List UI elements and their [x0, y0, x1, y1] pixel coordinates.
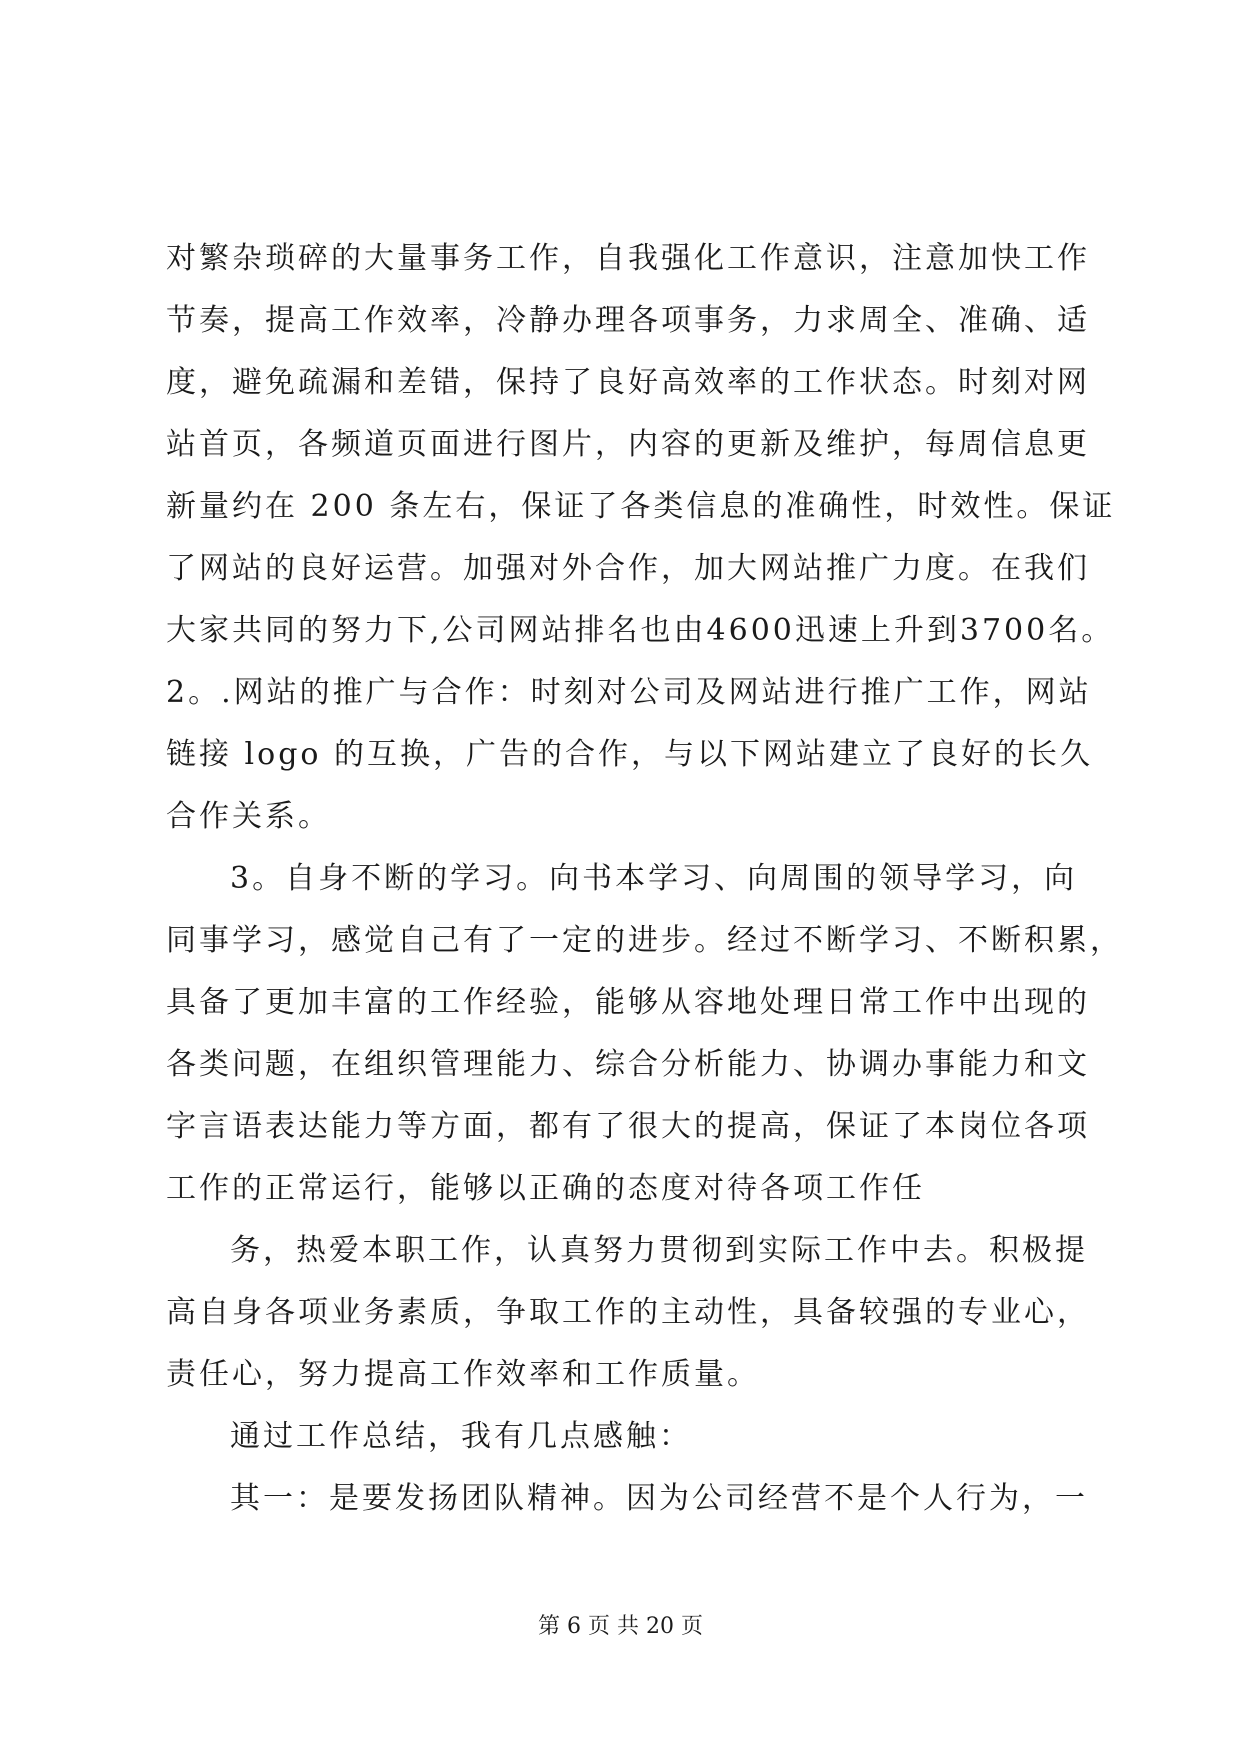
text-line: 大家共同的努力下,公司网站排名也由4600迅速上升到3700名。	[166, 613, 1115, 648]
text-line: 度，避免疏漏和差错，保持了良好高效率的工作状态。时刻对网	[166, 365, 1090, 400]
text-line: 了网站的良好运营。加强对外合作，加大网站推广力度。在我们	[166, 551, 1090, 586]
text-line: 其一：是要发扬团队精神。因为公司经营不是个人行为，一	[230, 1481, 1088, 1516]
text-line: 3。自身不断的学习。向书本学习、向周围的领导学习，向	[230, 861, 1078, 896]
text-line: 同事学习，感觉自己有了一定的进步。经过不断学习、不断积累，	[166, 923, 1123, 958]
text-line: 务，热爱本职工作，认真努力贯彻到实际工作中去。积极提	[230, 1233, 1088, 1268]
text-line: 站首页，各频道页面进行图片，内容的更新及维护，每周信息更	[166, 427, 1090, 462]
text-line: 各类问题，在组织管理能力、综合分析能力、协调办事能力和文	[166, 1047, 1090, 1082]
body-text	[166, 228, 1123, 1530]
text-line: 节奏，提高工作效率，冷静办理各项事务，力求周全、准确、适	[166, 303, 1090, 338]
text-line: 高自身各项业务素质，争取工作的主动性，具备较强的专业心，	[166, 1295, 1090, 1330]
text-line: 新量约在 200 条左右，保证了各类信息的准确性，时效性。保证	[166, 489, 1116, 524]
text-line: 合作关系。	[166, 799, 331, 834]
text-line: 2。.网站的推广与合作：时刻对公司及网站进行推广工作，网站	[166, 675, 1092, 710]
page-number-label: 第 6 页 共 20 页	[538, 1614, 703, 1639]
text-line: 责任心，努力提高工作效率和工作质量。	[166, 1357, 760, 1392]
text-line: 通过工作总结，我有几点感触：	[230, 1419, 692, 1454]
page-footer	[0, 1612, 1241, 1642]
text-line: 字言语表达能力等方面，都有了很大的提高，保证了本岗位各项	[166, 1109, 1090, 1144]
text-line: 工作的正常运行，能够以正确的态度对待各项工作任	[166, 1171, 925, 1206]
text-line: 对繁杂琐碎的大量事务工作，自我强化工作意识，注意加快工作	[166, 241, 1090, 276]
text-line: 具备了更加丰富的工作经验，能够从容地处理日常工作中出现的	[166, 985, 1090, 1020]
text-line: 链接 logo 的互换，广告的合作，与以下网站建立了良好的长久	[166, 737, 1093, 772]
